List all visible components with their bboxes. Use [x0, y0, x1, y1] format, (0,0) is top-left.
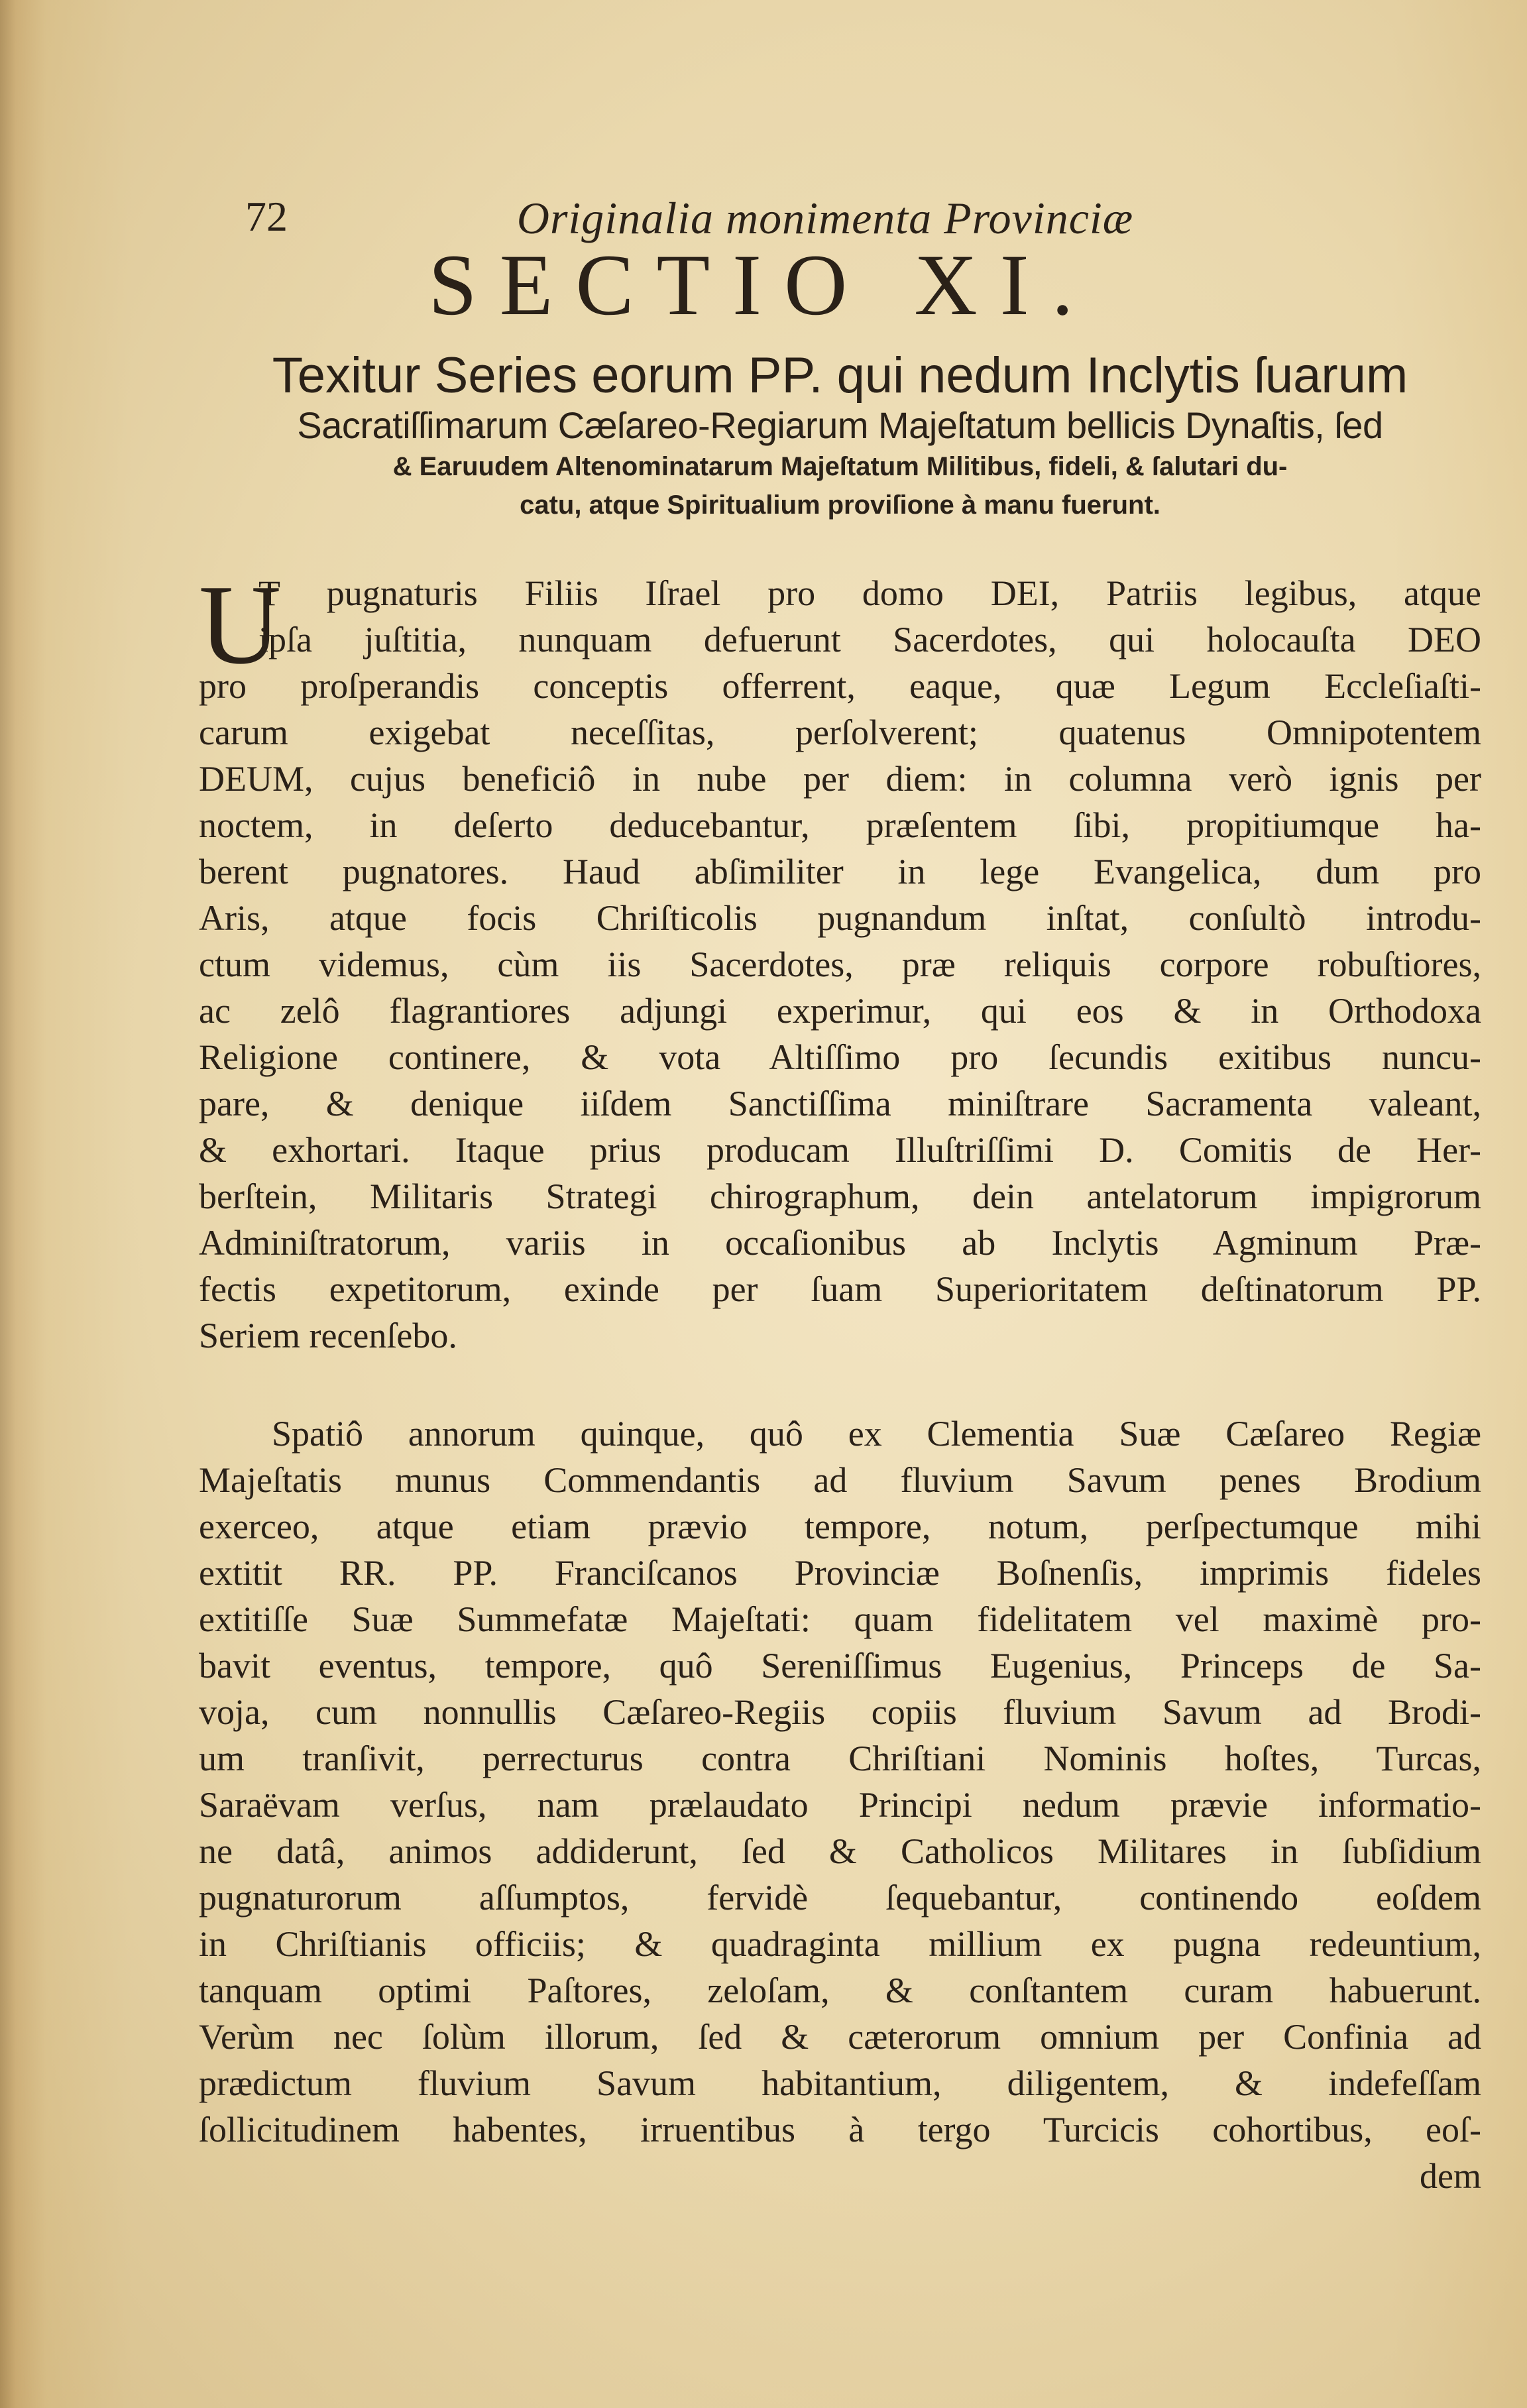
heading-line-2: Sacratiſſimarum Cæſareo-Regiarum Majeſtatum bellicis Dynaſtis, ſed [297, 404, 1383, 446]
text-line: & exhortari. Itaque prius producam Illuſtriſſimi D. Comitis de Her- [199, 1130, 1481, 1170]
paragraph-2 [199, 1410, 1481, 2199]
text-line: Spatiô annorum quinque, quô ex Clementia Suæ Cæſareo Regiæ [272, 1414, 1481, 1454]
heading-line-4: catu, atque Spiritualium proviſione à manu fuerunt. [520, 490, 1160, 520]
text-line: prædictum fluvium Savum habitantium, diligentem, & indefeſſam [199, 2063, 1481, 2103]
text-line: exerceo, atque etiam prævio tempore, notum, perſpectumque mihi [199, 1507, 1481, 1546]
text-line: pare, & denique iiſdem Sanctiſſima miniſtrare Sacramenta valeant, [199, 1084, 1481, 1123]
text-line: Religione continere, & vota Altiſſimo pro ſecundis exitibus nuncu- [199, 1037, 1481, 1077]
text-line: bavit eventus, tempore, quô Sereniſſimus Eugenius, Princeps de Sa- [199, 1646, 1481, 1686]
text-line: berent pugnatores. Haud abſimiliter in lege Evangelica, dum pro [199, 852, 1481, 891]
text-line: DEUM, cujus beneficiô in nube per diem: in columna verò ignis per [199, 759, 1481, 799]
text-line: Saraëvam verſus, nam prælaudato Principi nedum prævie informatio- [199, 1785, 1481, 1825]
text-line: T pugnaturis Filiis Iſrael pro domo DEI, Patriis legibus, atque [258, 573, 1481, 613]
text-line: voja, cum nonnullis Cæſareo-Regiis copiis fluvium Savum ad Brodi- [199, 1692, 1481, 1732]
text-line: extitiſſe Suæ Summefatæ Majeſtati: quam fidelitatem vel maximè pro- [199, 1599, 1481, 1639]
text-line: pro proſperandis conceptis offerrent, eaque, quæ Legum Eccleſiaſti- [199, 666, 1481, 706]
text-line: ac zelô flagrantiores adjungi experimur, qui eos & in Orthodoxa [199, 991, 1481, 1031]
text-line: noctem, in deſerto deducebantur, præſentem ſibi, propitiumque ha- [199, 805, 1481, 845]
text-line: pugnaturorum aſſumptos, fervidè ſequebantur, continendo eoſdem [199, 1878, 1481, 1918]
text-line: Adminiſtratorum, variis in occaſionibus ab Inclytis Agminum Præ- [199, 1223, 1481, 1263]
text-line: um tranſivit, perrecturus contra Chriſtiani Nominis hoſtes, Turcas, [199, 1739, 1481, 1778]
text-line: Majeſtatis munus Commendantis ad fluvium Savum penes Brodium [199, 1460, 1481, 1500]
text-line: berſtein, Militaris Strategi chirographum, dein antelatorum impigrorum [199, 1176, 1481, 1216]
text-line: ipſa juſtitia, nunquam defuerunt Sacerdotes, qui holocauſta DEO [258, 620, 1481, 659]
heading-line-1: Texitur Series eorum PP. qui nedum Inclytis ſuarum [272, 347, 1408, 404]
text-line: carum exigebat neceſſitas, perſolverent; quatenus Omnipotentem [199, 713, 1481, 752]
text-line: Aris, atque focis Chriſticolis pugnandum inſtat, conſultò introdu- [199, 898, 1481, 938]
text-line: ſollicitudinem habentes, irruentibus à tergo Turcicis cohortibus, eoſ- [199, 2110, 1481, 2150]
section-heading [199, 348, 1481, 524]
text-line: in Chriſtianis officiis; & quadraginta millium ex pugna redeuntium, [199, 1924, 1481, 1964]
text-line: Seriem recenſebo. [199, 1316, 457, 1355]
text-line: ctum videmus, cùm iis Sacerdotes, præ reliquis corpore robuſtiores, [199, 945, 1481, 984]
text-line: extitit RR. PP. Franciſcanos Provinciæ Boſnenſis, imprimis fideles [199, 1553, 1481, 1593]
text-line: fectis expetitorum, exinde per ſuam Superioritatem deſtinatorum PP. [199, 1269, 1481, 1309]
text-line: ne datâ, animos addiderunt, ſed & Catholicos Militares in ſubſidium [199, 1831, 1481, 1871]
section-title: SECTIO XI. [428, 236, 1096, 333]
heading-line-3: & Earuudem Altenominatarum Majeſtatum Militibus, fideli, & ſalutari du- [392, 452, 1288, 481]
paragraph-1 [199, 562, 1481, 1359]
text-line: tanquam optimi Paſtores, zeloſam, & conſtantem curam habuerunt. [199, 1971, 1481, 2010]
drop-cap: U [199, 562, 282, 688]
catchword: dem [1420, 2156, 1481, 2196]
page-number: 72 [245, 193, 288, 240]
running-title: Originalia monimenta Provinciæ [516, 193, 1134, 243]
text-line: Verùm nec ſolùm illorum, ſed & cæterorum omnium per Confinia ad [199, 2017, 1481, 2057]
